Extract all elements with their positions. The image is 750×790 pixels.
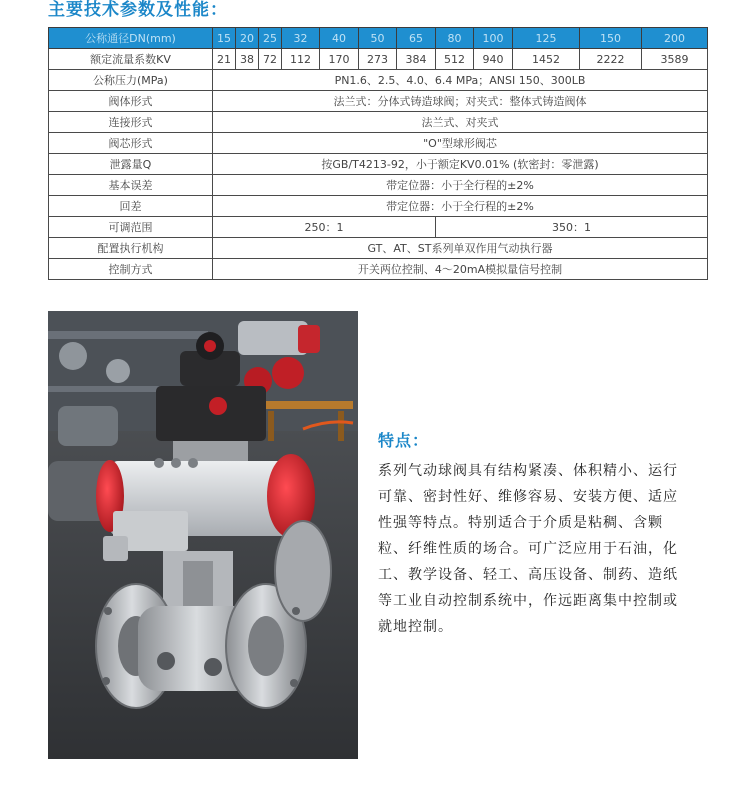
row-label: 连接形式 xyxy=(49,112,213,133)
dn-cell: 100 xyxy=(474,28,513,49)
row-label: 公称压力(MPa) xyxy=(49,70,213,91)
row-label: 泄露量Q xyxy=(49,154,213,175)
table-row-body xyxy=(49,91,708,112)
row-label: 阀芯形式 xyxy=(49,133,213,154)
kv-cell: 1452 xyxy=(513,49,580,70)
kv-cell: 72 xyxy=(259,49,282,70)
row-value: PN1.6、2.5、4.0、6.4 MPa；ANSI 150、300LB xyxy=(213,70,708,91)
product-photo xyxy=(48,311,358,759)
kv-cell: 38 xyxy=(236,49,259,70)
row-label: 控制方式 xyxy=(49,259,213,280)
row-value: 法兰式：分体式铸造球阀；对夹式：整体式铸造阀体 xyxy=(213,91,708,112)
dn-cell: 150 xyxy=(580,28,642,49)
features-text: 系列气动球阀具有结构紧凑、体积精小、运行可靠、密封性好、维修容易、安装方便、适应性强等特点。特别适合于介质是粘稠、含颗粒、纤维性质的场合。可广泛应用于石油，化工、教学设备、轻工、高压设备、制药、造纸等工业自动控制系统中，作远距离集中控制或就地控制。 xyxy=(378,463,678,635)
section-title: 主要技术参数及性能： xyxy=(48,0,228,20)
row-value: 带定位器：小于全行程的±2% xyxy=(213,196,708,217)
table-row-connection xyxy=(49,112,708,133)
dn-cell: 80 xyxy=(436,28,474,49)
spec-table xyxy=(48,27,708,280)
row-value: "O"型球形阀芯 xyxy=(213,133,708,154)
table-row-control xyxy=(49,259,708,280)
row-label: 阀体形式 xyxy=(49,91,213,112)
row-value: 350：1 xyxy=(436,217,708,238)
row-value: 带定位器：小于全行程的±2% xyxy=(213,175,708,196)
dn-cell: 20 xyxy=(236,28,259,49)
dn-cell: 25 xyxy=(259,28,282,49)
row-value: 开关两位控制、4～20mA模拟量信号控制 xyxy=(213,259,708,280)
dn-cell: 125 xyxy=(513,28,580,49)
dn-cell: 65 xyxy=(397,28,436,49)
table-row-leakage xyxy=(49,154,708,175)
kv-cell: 21 xyxy=(213,49,236,70)
kv-cell: 384 xyxy=(397,49,436,70)
dn-cell: 50 xyxy=(359,28,397,49)
kv-cell: 2222 xyxy=(580,49,642,70)
dn-cell: 40 xyxy=(320,28,359,49)
row-value: 法兰式、对夹式 xyxy=(213,112,708,133)
row-label: 基本误差 xyxy=(49,175,213,196)
dn-cell: 15 xyxy=(213,28,236,49)
kv-cell: 273 xyxy=(359,49,397,70)
kv-cell: 940 xyxy=(474,49,513,70)
table-row-actuator xyxy=(49,238,708,259)
table-row-range xyxy=(49,217,708,238)
table-row-dn xyxy=(49,28,708,49)
table-row-error xyxy=(49,175,708,196)
dn-cell: 32 xyxy=(282,28,320,49)
row-label: 可调范围 xyxy=(49,217,213,238)
row-label: 回差 xyxy=(49,196,213,217)
features-title: 特点： xyxy=(378,431,430,450)
dn-cell: 200 xyxy=(642,28,708,49)
row-label: 公称通径DN(mm) xyxy=(49,28,213,49)
kv-cell: 512 xyxy=(436,49,474,70)
kv-cell: 3589 xyxy=(642,49,708,70)
kv-cell: 112 xyxy=(282,49,320,70)
table-row-core xyxy=(49,133,708,154)
table-row-kv xyxy=(49,49,708,70)
table-row-pressure xyxy=(49,70,708,91)
row-label: 配置执行机构 xyxy=(49,238,213,259)
row-value: GT、AT、ST系列单双作用气动执行器 xyxy=(213,238,708,259)
row-label: 额定流量系数KV xyxy=(49,49,213,70)
kv-cell: 170 xyxy=(320,49,359,70)
row-value: 按GB/T4213-92，小于额定KV0.01% (软密封：零泄露) xyxy=(213,154,708,175)
table-row-hysteresis xyxy=(49,196,708,217)
row-value: 250：1 xyxy=(213,217,436,238)
